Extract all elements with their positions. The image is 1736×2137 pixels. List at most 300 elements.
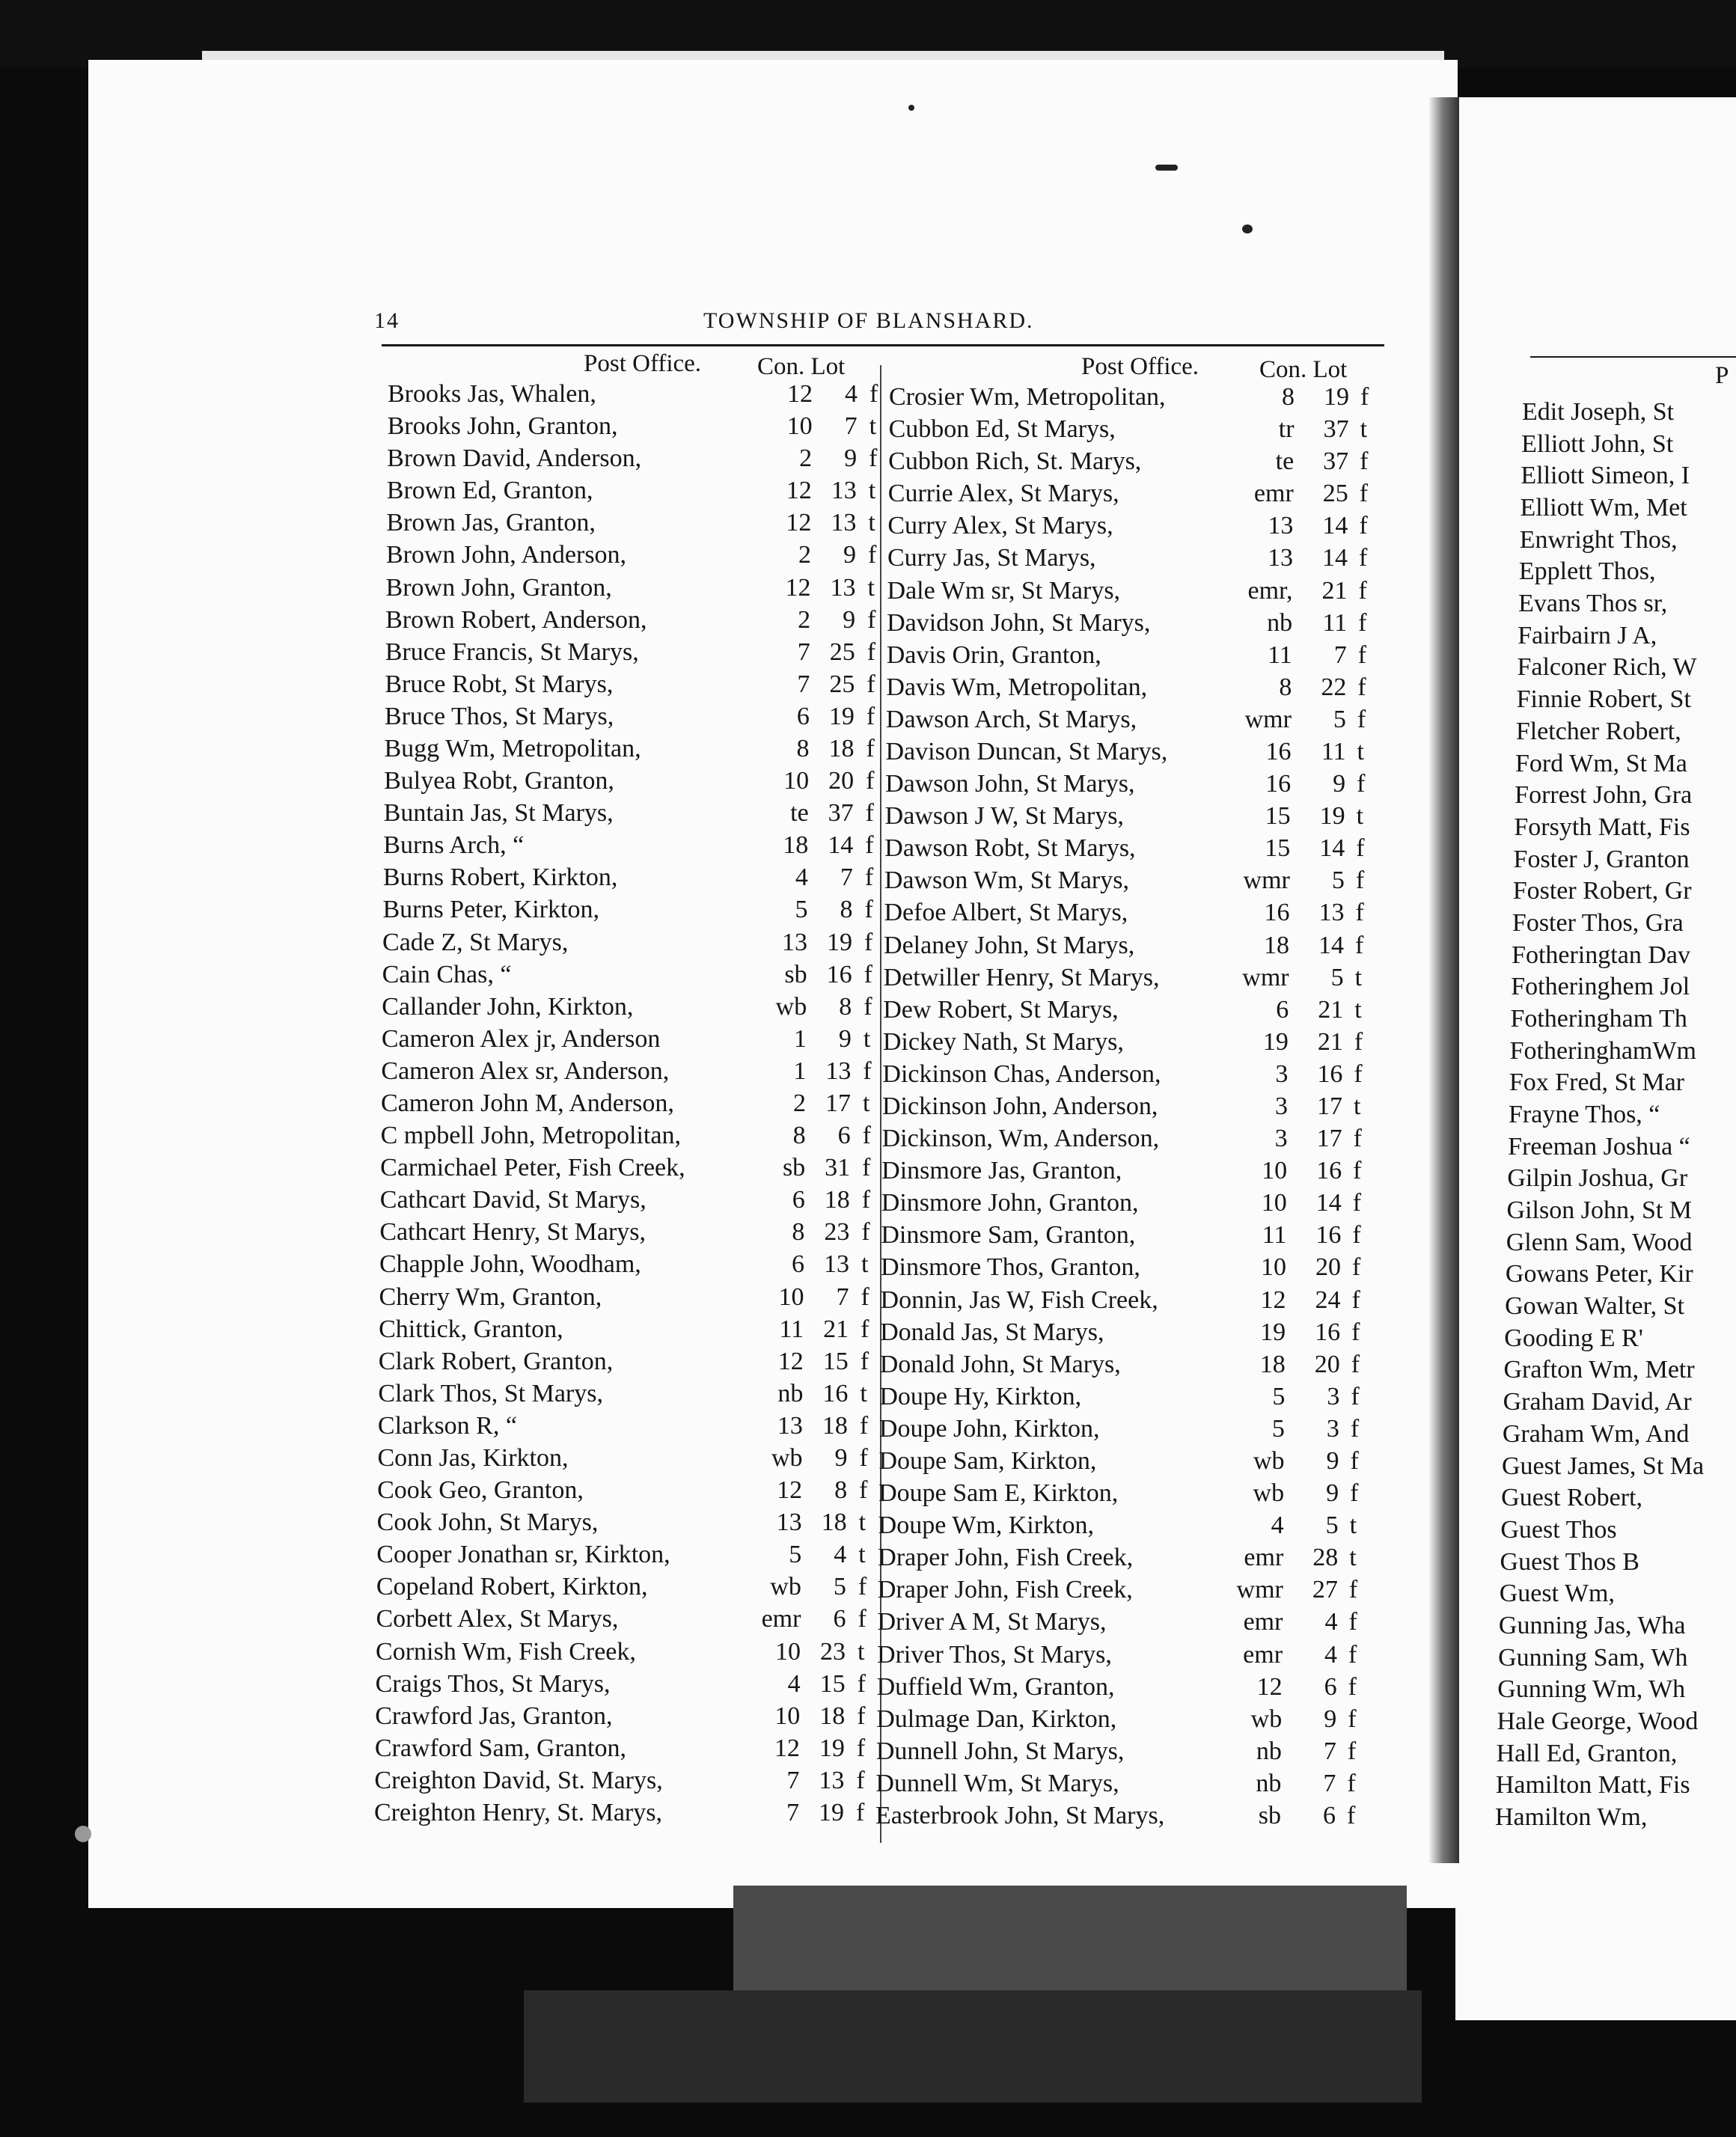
table-row — [379, 1250, 903, 1280]
lot-value: 16 — [1315, 1318, 1341, 1346]
resident-name: Currie Alex, St Marys, — [887, 480, 1119, 508]
concession-value: wmr — [1243, 866, 1290, 895]
table-row — [875, 1802, 1399, 1832]
resident-name: Brooks John, Granton, — [387, 412, 618, 441]
concession-value: 18 — [783, 831, 809, 860]
lot-flag: f — [859, 1476, 868, 1505]
lot-value: 27 — [1312, 1576, 1338, 1604]
concession-value: 5 — [1271, 1414, 1285, 1443]
concession-value: 16 — [1264, 899, 1290, 927]
right-column-name: Gilson John, St M — [1506, 1196, 1693, 1225]
concession-value: te — [1275, 447, 1295, 476]
lot-value: 8 — [839, 992, 852, 1021]
concession-value: emr — [1243, 1640, 1283, 1669]
resident-name: Cooper Jonathan sr, Kirkton, — [376, 1541, 670, 1569]
concession-value: sb — [782, 1154, 806, 1182]
concession-value: nb — [777, 1379, 804, 1407]
lot-flag: f — [1355, 899, 1364, 927]
concession-value: wb — [1250, 1705, 1283, 1733]
resident-name: Curry Alex, St Marys, — [887, 512, 1113, 540]
resident-name: Davis Orin, Granton, — [886, 641, 1101, 669]
lot-value: 21 — [1317, 1027, 1343, 1056]
lot-flag: t — [1356, 802, 1364, 831]
lot-flag: f — [867, 605, 876, 634]
table-row — [374, 1799, 898, 1829]
lot-value: 23 — [820, 1637, 846, 1666]
table-row — [884, 866, 1408, 896]
lot-value: 15 — [819, 1669, 846, 1698]
left-heading-con-lot: Con. Lot — [757, 353, 846, 380]
table-row — [382, 993, 905, 1023]
right-column-name: Guest Thos B — [1500, 1547, 1639, 1576]
lot-value: 28 — [1312, 1544, 1339, 1572]
lot-value: 20 — [1314, 1350, 1340, 1378]
concession-value: 6 — [791, 1250, 804, 1279]
lot-flag: f — [1357, 641, 1367, 669]
table-row — [376, 1638, 899, 1668]
table-row — [380, 1154, 904, 1184]
table-row — [387, 477, 911, 507]
lot-value: 7 — [844, 412, 858, 441]
table-row — [879, 1447, 1403, 1477]
lot-flag: f — [864, 928, 873, 956]
lot-flag: t — [863, 1024, 871, 1053]
lot-flag: f — [1357, 673, 1366, 701]
table-row — [388, 412, 911, 442]
table-row — [385, 703, 908, 733]
resident-name: Donnin, Jas W, Fish Creek, — [880, 1285, 1158, 1314]
lot-value: 19 — [1319, 802, 1345, 831]
lot-flag: t — [1349, 1544, 1357, 1572]
resident-name: Doupe Sam E, Kirkton, — [878, 1479, 1119, 1508]
lot-value: 13 — [1318, 899, 1345, 927]
resident-name: Cook Geo, Granton, — [377, 1476, 584, 1505]
table-row — [879, 1383, 1403, 1413]
table-row — [887, 544, 1411, 574]
resident-name: Brown John, Granton, — [385, 573, 612, 602]
page-title: TOWNSHIP OF BLANSHARD. — [703, 308, 1034, 333]
table-row — [381, 1122, 905, 1152]
lot-value: 37 — [1323, 447, 1349, 476]
resident-name: Cook John, St Marys, — [376, 1508, 599, 1537]
table-row — [878, 1479, 1402, 1509]
lot-flag: f — [1351, 1253, 1361, 1282]
lot-flag: f — [864, 896, 873, 924]
right-column-name: Gunning Sam, Wh — [1498, 1643, 1688, 1672]
right-column-name: Fletcher Robert, — [1515, 717, 1681, 745]
table-row — [383, 831, 907, 861]
concession-value: 7 — [797, 670, 810, 698]
table-row — [888, 447, 1412, 477]
table-row — [889, 415, 1413, 445]
right-column-name: Elliott John, St — [1521, 429, 1674, 458]
lot-value: 16 — [826, 960, 852, 988]
concession-value: sb — [784, 960, 807, 988]
resident-name: Cameron John M, Anderson, — [381, 1089, 674, 1117]
table-row — [379, 1315, 902, 1345]
table-row — [882, 1060, 1406, 1090]
concession-value: nb — [1267, 608, 1293, 637]
lot-value: 17 — [1317, 1092, 1342, 1120]
resident-name: Cameron Alex sr, Anderson, — [381, 1057, 670, 1085]
lot-value: 19 — [819, 1799, 844, 1826]
concession-value: 3 — [1275, 1092, 1288, 1120]
resident-name: Dinsmore Sam, Granton, — [881, 1221, 1136, 1250]
table-row — [881, 1286, 1405, 1316]
lot-flag: f — [864, 863, 874, 892]
right-column-name: Ford Wm, St Ma — [1515, 749, 1687, 777]
resident-name: Cameron Alex jr, Anderson — [381, 1024, 661, 1053]
lot-flag: t — [858, 1508, 867, 1537]
right-column-name: Guest Robert, — [1501, 1484, 1643, 1512]
table-row — [382, 896, 906, 926]
concession-value: wmr — [1236, 1576, 1283, 1604]
lot-flag: f — [862, 1154, 871, 1182]
concession-value: 7 — [786, 1799, 799, 1826]
concession-value: 1 — [793, 1057, 807, 1085]
lot-value: 5 — [1331, 866, 1345, 895]
lot-flag: f — [1359, 512, 1368, 540]
lot-flag: f — [856, 1799, 865, 1826]
right-column-name: Guest Wm, — [1499, 1580, 1615, 1608]
concession-value: wb — [771, 1444, 803, 1472]
lot-flag: f — [1353, 1125, 1362, 1153]
right-column-name: Foster J, Granton — [1513, 845, 1690, 873]
concession-value: 10 — [1262, 1157, 1288, 1185]
lot-flag: f — [866, 702, 875, 730]
table-row — [880, 1318, 1404, 1348]
right-column-name: Enwright Thos, — [1519, 525, 1678, 554]
concession-value: 5 — [795, 896, 808, 924]
resident-name: Clarkson R, “ — [377, 1411, 517, 1440]
concession-value: 2 — [793, 1089, 806, 1117]
concession-value: 11 — [779, 1315, 804, 1343]
lot-value: 37 — [1323, 415, 1349, 444]
table-row — [881, 1189, 1405, 1219]
lot-flag: f — [867, 541, 877, 569]
table-row — [876, 1705, 1400, 1735]
lot-value: 21 — [1321, 576, 1348, 605]
lot-value: 13 — [830, 573, 856, 602]
ink-speck — [1155, 165, 1178, 171]
lot-flag: t — [867, 573, 875, 602]
table-row — [382, 929, 906, 959]
resident-name: Crawford Sam, Granton, — [374, 1734, 626, 1762]
lot-value: 21 — [823, 1315, 849, 1343]
lot-value: 7 — [836, 1282, 849, 1311]
resident-name: Dickey Nath, St Marys, — [882, 1027, 1124, 1056]
lot-flag: f — [1357, 705, 1366, 733]
right-column-name: Foster Thos, Gra — [1512, 908, 1684, 937]
table-row — [384, 767, 908, 797]
lot-flag: f — [867, 638, 876, 666]
lot-flag: f — [1348, 1672, 1357, 1701]
table-row — [376, 1670, 899, 1700]
right-column-name: Hamilton Wm, — [1495, 1803, 1648, 1831]
lot-flag: f — [863, 1057, 872, 1085]
table-row — [879, 1415, 1403, 1445]
concession-value: tr — [1278, 415, 1295, 444]
right-column-name: Fox Fred, St Mar — [1509, 1068, 1685, 1097]
concession-value: 13 — [1267, 544, 1293, 572]
lot-value: 18 — [822, 1411, 848, 1440]
table-row — [379, 1218, 903, 1248]
table-row — [378, 1412, 902, 1442]
lot-value: 20 — [828, 767, 855, 795]
resident-name: Burns Robert, Kirkton, — [382, 863, 618, 892]
lot-flag: f — [1355, 866, 1365, 895]
middle-heading-post-office: Post Office. — [1081, 353, 1199, 380]
lot-value: 16 — [1315, 1221, 1342, 1250]
right-heading-partial: P — [1715, 362, 1729, 389]
concession-value: 8 — [1279, 673, 1292, 701]
resident-name: Bulyea Robt, Granton, — [384, 767, 614, 795]
lot-value: 9 — [1326, 1447, 1339, 1475]
table-row — [381, 1089, 905, 1119]
lot-flag: f — [1347, 1737, 1357, 1765]
lot-flag: f — [866, 767, 875, 795]
right-column-name: Fairbairn J A, — [1518, 621, 1657, 649]
left-heading-post-office: Post Office. — [584, 350, 702, 377]
right-column-name: Guest James, St Ma — [1502, 1452, 1705, 1480]
resident-name: Driver Thos, St Marys, — [877, 1640, 1112, 1669]
concession-value: 12 — [777, 1476, 803, 1505]
concession-value: 5 — [1272, 1382, 1286, 1410]
concession-value: 19 — [1262, 1027, 1289, 1056]
right-column-name: Gowans Peter, Kir — [1505, 1260, 1693, 1288]
lot-flag: t — [1354, 995, 1362, 1024]
table-row — [877, 1641, 1401, 1671]
lot-value: 4 — [834, 1541, 847, 1569]
right-column-name: Gunning Wm, Wh — [1497, 1675, 1686, 1704]
right-page-header-rule — [1530, 356, 1736, 358]
concession-value: 16 — [1265, 738, 1292, 765]
lot-value: 4 — [1324, 1608, 1338, 1636]
table-row — [885, 770, 1409, 800]
lot-flag: f — [1352, 1189, 1362, 1217]
resident-name: Draper John, Fish Creek, — [877, 1576, 1133, 1604]
concession-value: 2 — [799, 444, 813, 473]
lot-flag: f — [864, 960, 872, 988]
table-row — [385, 606, 909, 636]
lot-flag: f — [862, 1122, 871, 1150]
lot-value: 9 — [838, 1024, 852, 1053]
right-column-name: Forsyth Matt, Fis — [1514, 813, 1690, 841]
resident-name: Easterbrook John, St Marys, — [875, 1802, 1165, 1829]
concession-value: 4 — [795, 863, 808, 892]
lot-value: 9 — [834, 1444, 848, 1472]
lot-value: 21 — [1318, 995, 1344, 1024]
concession-value: nb — [1256, 1737, 1282, 1765]
concession-value: 12 — [786, 477, 812, 505]
resident-name: Dunnell John, St Marys, — [875, 1737, 1125, 1765]
scanner-background-bottom — [524, 1990, 1422, 2103]
middle-heading-con-lot: Con. Lot — [1259, 356, 1348, 383]
lot-value: 23 — [824, 1218, 850, 1247]
table-row — [880, 1351, 1404, 1381]
resident-name: Dawson Robt, St Marys, — [884, 834, 1136, 863]
table-row — [886, 738, 1410, 768]
concession-value: emr — [761, 1605, 801, 1633]
lot-value: 14 — [1322, 512, 1348, 540]
lot-value: 14 — [1318, 931, 1345, 959]
lot-value: 17 — [1316, 1125, 1342, 1153]
concession-value: 1 — [793, 1024, 807, 1053]
resident-name: Crosier Wm, Metropolitan, — [889, 383, 1166, 411]
concession-value: 10 — [783, 767, 810, 795]
lot-value: 37 — [828, 799, 854, 828]
table-row — [887, 609, 1410, 639]
table-row — [388, 380, 911, 410]
right-column-name: Graham Wm, And — [1502, 1419, 1690, 1448]
table-row — [887, 512, 1411, 542]
lot-flag: f — [1354, 1060, 1363, 1088]
lot-flag: f — [1351, 1382, 1360, 1410]
lot-flag: f — [1358, 544, 1368, 572]
resident-name: Brown John, Anderson, — [385, 541, 627, 569]
table-row — [884, 964, 1408, 994]
table-row — [379, 1348, 902, 1378]
resident-name: Dew Robert, St Marys, — [883, 995, 1119, 1024]
resident-name: C mpbell John, Metropolitan, — [380, 1122, 681, 1150]
lot-value: 5 — [1330, 963, 1344, 991]
lot-value: 6 — [833, 1605, 846, 1633]
lot-flag: t — [858, 1541, 866, 1569]
resident-name: Delaney John, St Marys, — [884, 931, 1135, 959]
concession-value: 18 — [1264, 931, 1290, 959]
lot-value: 7 — [1323, 1769, 1336, 1797]
right-column-name: Fotheringtan Dav — [1512, 941, 1690, 969]
lot-value: 8 — [834, 1476, 848, 1505]
resident-name: Conn Jas, Kirkton, — [377, 1444, 569, 1472]
concession-value: wmr — [1242, 963, 1289, 991]
lot-value: 20 — [1315, 1253, 1341, 1282]
lot-value: 13 — [831, 509, 857, 537]
lot-value: 5 — [1325, 1511, 1339, 1540]
right-column-name: Gilpin Joshua, Gr — [1507, 1164, 1688, 1193]
lot-value: 9 — [843, 605, 856, 634]
table-row — [878, 1511, 1402, 1541]
lot-value: 14 — [828, 831, 854, 860]
lot-flag: f — [1348, 1608, 1357, 1636]
lot-value: 4 — [1324, 1640, 1338, 1669]
resident-name: Cornish Wm, Fish Creek, — [376, 1637, 636, 1666]
concession-value: 3 — [1275, 1060, 1289, 1088]
concession-value: 10 — [774, 1702, 801, 1730]
lot-flag: f — [858, 1573, 867, 1601]
lot-flag: f — [1348, 1705, 1357, 1733]
lot-value: 7 — [1323, 1737, 1336, 1765]
resident-name: Doupe John, Kirkton, — [878, 1414, 1100, 1443]
lot-flag: f — [1347, 1769, 1356, 1797]
resident-name: Detwiller Henry, St Marys, — [883, 963, 1160, 991]
resident-name: Draper John, Fish Creek, — [878, 1544, 1134, 1572]
concession-value: te — [790, 799, 809, 828]
table-row — [382, 1025, 905, 1055]
lot-flag: f — [1358, 576, 1367, 605]
resident-name: Brown David, Anderson, — [387, 444, 642, 473]
resident-name: Bruce Francis, St Marys, — [385, 638, 639, 666]
lot-flag: t — [860, 1379, 867, 1407]
table-row — [375, 1734, 899, 1764]
lot-value: 19 — [819, 1734, 845, 1762]
concession-value: 8 — [796, 735, 810, 762]
concession-value: 7 — [786, 1766, 800, 1794]
resident-name: Donald Jas, St Marys, — [880, 1318, 1104, 1346]
concession-value: 10 — [1261, 1189, 1287, 1217]
lot-flag: f — [1360, 447, 1369, 476]
header-rule — [382, 344, 1384, 346]
lot-value: 6 — [837, 1122, 851, 1150]
lot-flag: f — [1350, 1479, 1359, 1508]
right-column-name: Graham David, Ar — [1503, 1388, 1692, 1416]
concession-value: 12 — [1260, 1285, 1286, 1314]
right-column-name: Gunning Jas, Wha — [1498, 1611, 1686, 1639]
resident-name: Craigs Thos, St Marys, — [375, 1669, 611, 1698]
lot-flag: t — [863, 1089, 870, 1117]
resident-name: Dickinson, Wm, Anderson, — [881, 1125, 1160, 1153]
resident-name: Crawford Jas, Granton, — [375, 1702, 613, 1730]
lot-value: 11 — [1321, 738, 1346, 765]
lot-flag: f — [861, 1218, 870, 1247]
right-column-name: Elliott Simeon, I — [1520, 462, 1690, 490]
resident-name: Brown Jas, Granton, — [386, 509, 596, 537]
resident-name: Dickinson John, Anderson, — [882, 1092, 1158, 1120]
resident-name: Davis Wm, Metropolitan, — [886, 673, 1148, 701]
right-column-name: Foster Robert, Gr — [1512, 877, 1692, 905]
concession-value: 12 — [777, 1347, 804, 1375]
concession-value: 10 — [786, 412, 813, 441]
right-column-name: Finnie Robert, St — [1516, 685, 1691, 714]
lot-flag: f — [1347, 1802, 1356, 1829]
lot-flag: f — [856, 1734, 866, 1762]
table-row — [886, 706, 1410, 736]
table-row — [379, 1283, 903, 1313]
concession-value: 10 — [778, 1282, 804, 1311]
lot-value: 13 — [831, 477, 857, 505]
table-row — [885, 802, 1409, 832]
table-row — [387, 444, 911, 474]
right-column-name: Evans Thos sr, — [1518, 590, 1668, 618]
resident-name: Cade Z, St Marys, — [382, 928, 569, 956]
table-row — [376, 1541, 900, 1571]
lot-flag: f — [1351, 1350, 1360, 1378]
resident-name: Bruce Thos, St Marys, — [384, 702, 614, 730]
lot-flag: f — [1348, 1640, 1357, 1669]
concession-value: 16 — [1265, 770, 1292, 798]
resident-name: Cathcart David, St Marys, — [379, 1186, 647, 1214]
lot-value: 8 — [840, 896, 853, 924]
lot-flag: f — [859, 1411, 869, 1440]
concession-value: nb — [1256, 1769, 1282, 1797]
lot-flag: f — [869, 380, 878, 408]
right-column-name: Forrest John, Gra — [1515, 781, 1693, 810]
concession-value: 2 — [798, 541, 811, 569]
concession-value: 4 — [787, 1669, 801, 1698]
concession-value: 12 — [785, 573, 811, 602]
resident-name: Cain Chas, “ — [382, 960, 512, 988]
concession-value: emr — [1253, 480, 1294, 508]
ink-speck — [908, 105, 914, 111]
lot-value: 16 — [1316, 1157, 1342, 1185]
resident-name: Brooks Jas, Whalen, — [388, 380, 596, 408]
table-row — [883, 996, 1407, 1026]
resident-name: Dunnell Wm, St Marys, — [875, 1769, 1119, 1797]
resident-name: Dawson Wm, St Marys, — [884, 866, 1129, 895]
resident-name: Copeland Robert, Kirkton, — [376, 1573, 648, 1601]
lot-value: 4 — [845, 380, 858, 408]
lot-value: 19 — [828, 702, 855, 730]
